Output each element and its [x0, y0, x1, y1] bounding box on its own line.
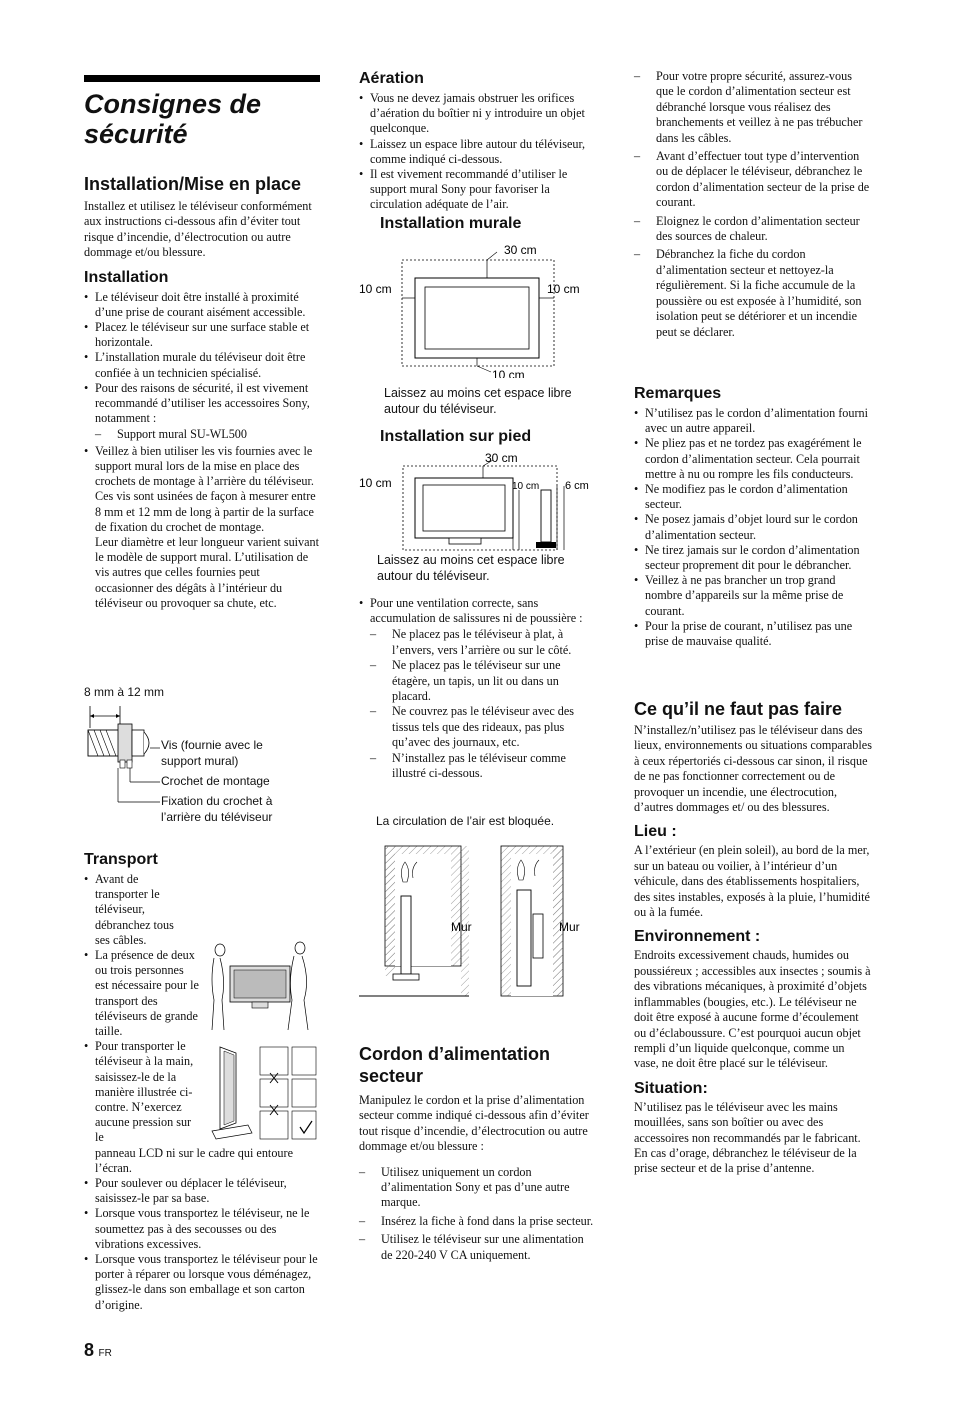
stand-install-heading: Installation sur pied — [380, 428, 532, 445]
stand-left-label: 10 cm — [359, 476, 392, 490]
cord-heading-line-2: secteur — [359, 1066, 424, 1086]
transport-subheading: Transport — [84, 851, 158, 868]
list-item: – Pour votre propre sécurité, assurez-vous que le cordon d’alimentation secteur est débranché lorsque vous réalisez des branchements et veillez à ne pas trébucher dans les câbles. — [634, 69, 872, 146]
lieu-text: A l’extérieur (en plein soleil), au bord de la mer, sur un bateau ou voilier, à l’intérieur d’un véhicule, dans des établissements hospitaliers, des sites instables, exposés à la pluie, l’humidité ou à la fumée. — [634, 843, 870, 920]
page-title-line-2: sécurité — [84, 119, 188, 149]
stand-caption: Laissez au moins cet espace libre autour du téléviseur. — [377, 553, 565, 583]
list-item: • N’utilisez pas le cordon d’alimentation fourni avec un autre appareil. — [634, 406, 872, 436]
installation-subheading: Installation — [84, 268, 169, 286]
list-item: – Débranchez la fiche du cordon d’alimentation secteur et nettoyez-la régulièrement. Si la fiche accumule de la poussière ou est exposée à l’humidité, son isolation peut se détériorer et un incendie peut se déclarer. — [634, 247, 872, 339]
wall-clearance-diagram — [359, 238, 599, 378]
list-item: • Vous ne devez jamais obstruer les orifices d’aération du boîtier ni y introduire un objet quelconque. — [359, 91, 597, 137]
situation-text: N’utilisez pas le téléviseur avec les mains mouillées, sans son boîtier ou avec des accessoires non recommandés par le fabricant. En cas d’orage, débranchez le téléviseur de la prise secteur et de la prise d’antenne. — [634, 1099, 861, 1176]
dont-heading: Ce qu’il ne faut pas faire — [634, 699, 843, 719]
list-item: – Ne placez pas le téléviseur sur une étagère, un tapis, un lit ou dans un placard. — [370, 658, 599, 704]
ventilation-section — [359, 596, 599, 781]
ventilation-dash-list — [370, 627, 599, 781]
stand-top-label: 30 cm — [485, 451, 518, 465]
page-number — [84, 1340, 112, 1361]
list-item-text: Pour des raisons de sécurité, il est vivement recommandé d’utiliser les accessoires Sony, notamment : — [95, 380, 310, 426]
list-item: – Ne placez pas le téléviseur à plat, à l’envers, vers l’arrière ou sur le côté. — [370, 627, 599, 658]
screw-diagram — [84, 702, 164, 822]
screws-text: Veillez à bien utiliser les vis fournies avec le support mural lors de la mise en place des crochets de montage à l’arrière du téléviseur. Ces vis sont usinées de façon à mesurer entre 8 mm et 12 mm de long à partir de la surface de fixation du crochet de montage. — [95, 443, 316, 534]
list-item: – Eloignez le cordon d’alimentation secteur des sources de chaleur. — [634, 214, 872, 245]
list-item: • Placez le téléviseur sur une surface stable et horizontale. — [84, 320, 320, 350]
list-item: • Lorsque vous transportez le téléviseur, ne le soumettez pas à des secousses ou des vibrations excessives. — [84, 1206, 320, 1252]
screw-length-label: 8 mm à 12 mm — [84, 685, 165, 699]
list-item — [359, 596, 599, 781]
dont-section — [634, 698, 872, 1177]
install-section — [84, 173, 320, 611]
list-item: • Le téléviseur doit être installé à proximité d’une prise de courant aisément accessible. — [84, 290, 320, 320]
list-item: • Ne tirez jamais sur le cordon d’alimentation secteur proprement dit pour le débrancher. — [634, 543, 872, 573]
page-title-line-1: Consignes de — [84, 89, 262, 119]
lieu-heading: Lieu : — [634, 823, 677, 841]
fixation-label: Fixation du crochet à l’arrière du téléviseur — [161, 794, 273, 824]
list-item: • Pour la prise de courant, n’utilisez pas une prise de mauvaise qualité. — [634, 619, 872, 649]
stand-mid-label: 10 cm — [512, 481, 540, 492]
dont-intro: N’installez/n’utilisez pas le téléviseur dans des lieux, environnements ou situations comparables à ceux répertoriés ci-dessous car sinon, il risque de ne pas fonctionner correctement ou de provoquer un incendie, une électrocution, d’autres dommages et/ ou des blessures. — [634, 723, 872, 815]
list-item: • Ne posez jamais d’objet lourd sur le cordon d’alimentation secteur. — [634, 512, 872, 542]
screws-text-2: Leur diamètre et leur longueur varient suivant le modèle de support mural. L’utilisation de vis autres que celles fournies peut occasionner des dégâts à l’intérieur du téléviseur ou provoquer sa chute, etc. — [95, 535, 320, 610]
install-intro: Installez et utilisez le téléviseur conformément aux instructions ci-dessous afin d’éviter tout risque d’incendie, d’électrocution ou autre dommage et/ou blessure. — [84, 199, 312, 260]
wall-right-label: 10 cm — [547, 282, 580, 296]
wall-top-label: 30 cm — [504, 243, 537, 257]
transport-item-3-cont: panneau LCD ni sur le cadre qui entoure l’écran. — [95, 1145, 293, 1175]
wall-left-label: 10 cm — [359, 282, 392, 296]
cord-heading — [359, 1043, 597, 1087]
wall-caption: Laissez au moins cet espace libre autour du téléviseur. — [384, 386, 572, 416]
list-item: • Avant de transporter le téléviseur, débranchez tous ses câbles. — [84, 872, 190, 948]
accessory-list — [95, 427, 320, 442]
list-item: – N’installez pas le téléviseur comme illustré ci-dessous. — [370, 751, 599, 782]
stand-clearance-diagram — [359, 450, 599, 560]
list-item: – Utilisez uniquement un cordon d’alimentation Sony et pas d’une autre marque. — [359, 1165, 597, 1211]
blocked-caption: La circulation de l’air est bloquée. — [376, 814, 555, 828]
cord-dash-list-cont — [634, 69, 872, 340]
page-language: FR — [98, 1348, 112, 1359]
list-item: – Insérez la fiche à fond dans la prise secteur. — [359, 1214, 597, 1229]
list-item: • Lorsque vous transportez le téléviseur pour le porter à réparer ou lorsque vous déménagez, glissez-le dans son emballage et son carton d’origine. — [84, 1252, 320, 1313]
list-item: – Ne couvrez pas le téléviseur avec des tissus tels que des rideaux, pas plus qu’avec des journaux, etc. — [370, 704, 599, 750]
aeration-heading: Aération — [359, 70, 424, 87]
cord-heading-line-1: Cordon d’alimentation — [359, 1044, 550, 1064]
list-item: • Laissez un espace libre autour du téléviseur, comme indiqué ci-dessous. — [359, 137, 597, 167]
environment-heading: Environnement : — [634, 928, 761, 946]
ventilation-text: Pour une ventilation correcte, sans accumulation de salissures ni de poussière : — [370, 596, 583, 626]
remarques-section — [634, 384, 872, 649]
wall-bottom-label: 10 cm — [492, 368, 525, 378]
list-item: • Pour soulever ou déplacer le téléviseur, saisissez-le par sa base. — [84, 1176, 320, 1206]
list-item: – Avant d’effectuer tout type d’intervention ou de déplacer le téléviseur, débranchez le cordon d’alimentation secteur de la prise de courant. — [634, 149, 872, 211]
screw-figure — [84, 684, 320, 834]
hold-tv-illustration — [208, 1043, 320, 1145]
list-item: • Ne modifiez pas le cordon d’alimentation secteur. — [634, 482, 872, 512]
list-item: – Support mural SU-WL500 — [95, 427, 320, 442]
remarques-list — [634, 406, 872, 649]
remarques-heading: Remarques — [634, 385, 722, 402]
stand-right-label: 6 cm — [565, 480, 589, 492]
title-rule — [84, 75, 320, 82]
list-item: • Il est vivement recommandé d’utiliser le support mural Sony pour favoriser la circulation adéquate de l’air. — [359, 167, 597, 213]
page-title — [84, 89, 320, 149]
screw-label: Vis (fournie avec le support mural) — [161, 738, 263, 768]
page-number-value: 8 — [84, 1340, 95, 1360]
cord-dash-list — [359, 1165, 597, 1263]
carry-tv-illustration — [208, 940, 324, 1035]
hook-label: Crochet de montage — [161, 774, 270, 788]
list-item: • Ne pliez pas et ne tordez pas exagérément le cordon d’alimentation secteur. Cela pourrait mettre à nu ou rompre les fils conducteurs. — [634, 436, 872, 482]
install-heading: Installation/Mise en place — [84, 174, 302, 194]
list-item — [84, 381, 320, 443]
aeration-list — [359, 91, 597, 213]
cord-intro: Manipulez le cordon et la prise d’alimentation secteur comme indiqué ci-dessous afin d’éviter tout risque d’incendie, d’électrocution ou autre dommage et/ou blessure : — [359, 1093, 589, 1154]
aeration-section — [359, 69, 597, 213]
ventilation-list — [359, 596, 599, 781]
list-item: – Utilisez le téléviseur sur une alimentation de 220-240 V CA uniquement. — [359, 1232, 597, 1263]
transport-item-3: • Pour transporter le téléviseur à la main, saisissez-le de la manière illustrée ci-contre. N’exercez aucune pression sur le — [95, 1039, 194, 1145]
wall-label-2: Mur — [559, 920, 580, 934]
wall-label-1: Mur — [451, 920, 472, 934]
situation-heading: Situation: — [634, 1079, 708, 1097]
list-item: • La présence de deux ou trois personnes est nécessaire pour le transport des téléviseurs de grande taille. — [84, 948, 199, 1039]
list-item: • Veillez à ne pas brancher un trop grand nombre d’appareils sur la même prise de courant. — [634, 573, 872, 619]
installation-list — [84, 290, 320, 611]
environment-text: Endroits excessivement chauds, humides ou poussiéreux ; accessibles aux insectes ; soumis à des vibrations mécaniques, à proximité d’objets inflammables (bougies, etc.). Le téléviseur ne doit être exposé à aucune forme d’écoulement ou d’éclaboussure. C’est pourquoi aucun objet rempli d’un liquide quelconque, comme un vase, ne doit être placé sur le téléviseur. — [634, 948, 871, 1071]
blocked-airflow-diagram — [359, 840, 599, 1000]
wall-install-heading: Installation murale — [380, 215, 522, 232]
list-item — [84, 444, 320, 611]
list-item: • L’installation murale du téléviseur doit être confiée à un technicien spécialisé. — [84, 350, 320, 380]
cord-section — [359, 1043, 597, 1263]
